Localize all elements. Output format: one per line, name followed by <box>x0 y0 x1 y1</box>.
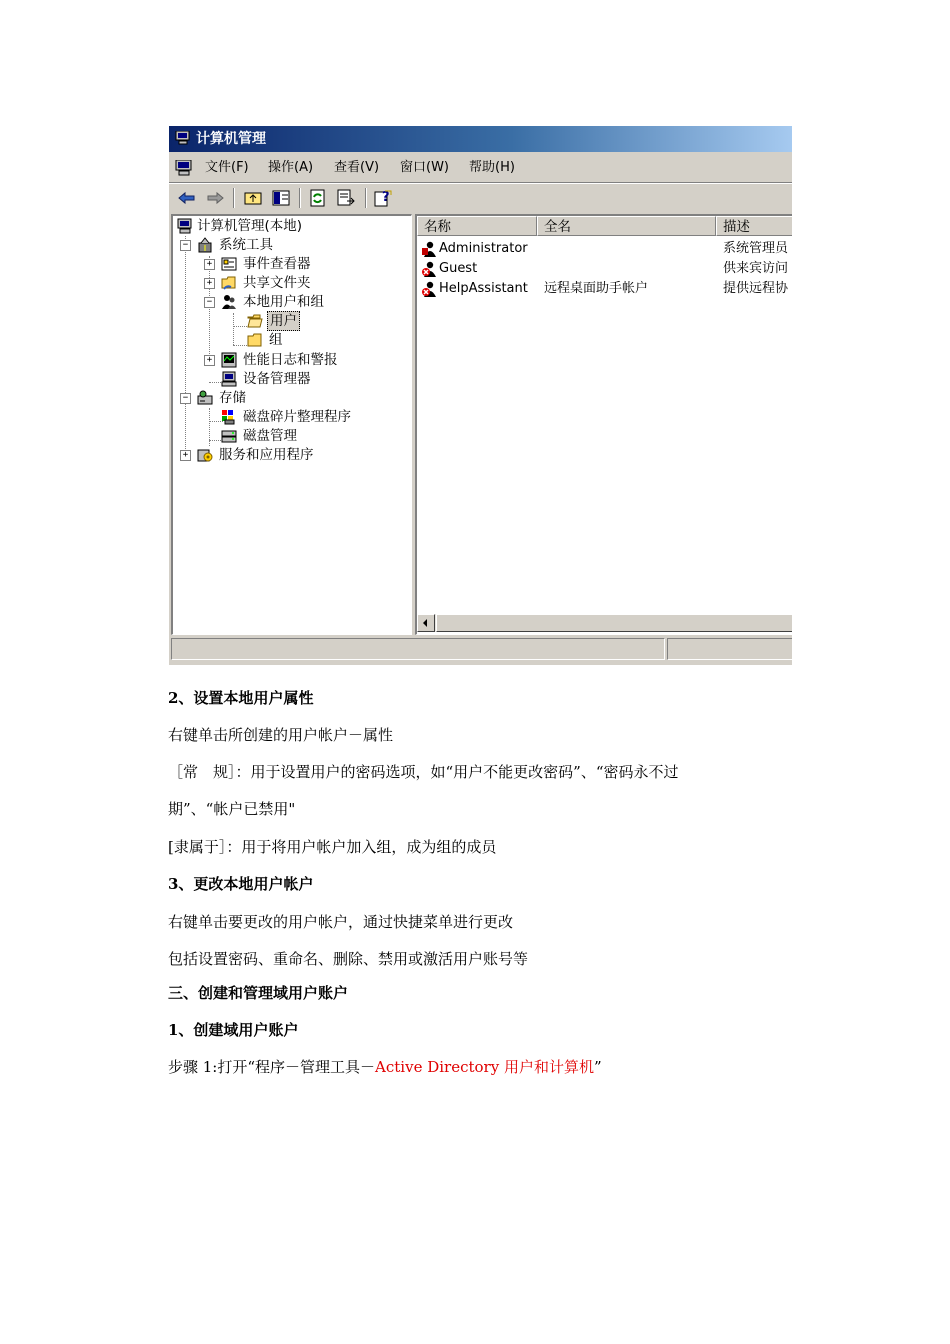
column-header-name[interactable]: 名称 <box>417 216 537 236</box>
collapse-system-tools[interactable]: − <box>180 240 191 251</box>
scroll-left-button[interactable] <box>417 614 435 632</box>
show-tree-icon[interactable] <box>271 188 291 208</box>
window-title: 计算机管理 <box>196 131 266 147</box>
computer-icon <box>177 218 193 234</box>
performance-icon <box>221 352 237 368</box>
menu-action[interactable]: 操作(A) <box>268 160 314 175</box>
title-bar <box>169 126 792 152</box>
user-name: HelpAssistant <box>439 281 528 296</box>
disabled-user-icon <box>421 261 437 277</box>
user-name: Administrator <box>439 241 528 256</box>
expand-services-apps[interactable]: + <box>180 450 191 461</box>
menu-help[interactable]: 帮助(H) <box>469 160 515 175</box>
device-manager-icon <box>221 371 237 387</box>
tools-icon <box>197 237 213 253</box>
disk-management-icon <box>221 428 237 444</box>
ad-users-computers-text: Active Directory 用户和计算机 <box>375 1058 594 1076</box>
services-icon <box>197 447 213 463</box>
para-member-of: [隶属于］：用于将用户帐户加入组，成为组的成员 <box>168 838 497 856</box>
svg-text:?: ? <box>382 190 390 205</box>
refresh-icon[interactable] <box>308 188 328 208</box>
user-description: 供来宾访问 <box>723 261 789 276</box>
expand-shared-folders[interactable]: + <box>204 278 215 289</box>
status-bar-right <box>667 638 792 660</box>
collapse-local-users-groups[interactable]: − <box>204 297 215 308</box>
list-pane <box>415 214 792 635</box>
heading-set-local-user-properties: 2、设置本地用户属性 <box>168 689 314 707</box>
user-name: Guest <box>439 261 478 276</box>
para-general-tab-2: 期”、“帐户已禁用" <box>168 800 296 818</box>
heading-create-domain-account: 1、创建域用户账户 <box>168 1021 299 1039</box>
user-fullname: 远程桌面助手帐户 <box>544 281 649 296</box>
para-change: 右键单击要更改的用户帐户，通过快捷菜单进行更改 <box>168 913 514 931</box>
defrag-icon <box>221 409 237 425</box>
user-description: 系统管理员 <box>723 241 789 256</box>
column-header-description[interactable]: 描述 <box>716 216 792 236</box>
user-description: 提供远程协 <box>723 281 789 296</box>
para-set-props: 右键单击所创建的用户帐户－属性 <box>168 726 394 744</box>
disabled-user-icon <box>421 281 437 297</box>
export-list-icon[interactable] <box>336 188 356 208</box>
system-menu-icon[interactable] <box>175 160 193 176</box>
storage-icon <box>197 390 213 406</box>
column-header-fullname[interactable]: 全名 <box>537 216 716 236</box>
shared-folder-icon <box>221 275 237 291</box>
arrow-left-icon <box>418 615 434 631</box>
scroll-thumb[interactable] <box>436 614 792 632</box>
menu-bar <box>169 154 792 182</box>
forward-icon[interactable] <box>205 188 225 208</box>
open-folder-icon <box>247 313 263 329</box>
back-icon[interactable] <box>177 188 197 208</box>
status-bar-left <box>171 638 665 660</box>
menu-window[interactable]: 窗口(W) <box>400 160 449 175</box>
help-icon[interactable] <box>373 188 393 208</box>
toolbar <box>169 184 792 212</box>
heading-change-local-user: 3、更改本地用户帐户 <box>168 875 314 893</box>
menu-file[interactable]: 文件(F) <box>205 160 249 175</box>
users-groups-icon <box>221 294 237 310</box>
event-viewer-icon <box>221 256 237 272</box>
expand-perf-logs[interactable]: + <box>204 355 215 366</box>
computer-management-window <box>168 125 792 665</box>
expand-event-viewer[interactable]: + <box>204 259 215 270</box>
computer-management-icon <box>175 131 191 145</box>
para-general-tab-1: ［常 规］：用于设置用户的密码选项，如“用户不能更改密码”、“密码永不过 <box>168 763 679 781</box>
heading-domain-accounts: 三、创建和管理域用户账户 <box>168 984 349 1002</box>
horizontal-scrollbar[interactable] <box>417 614 792 632</box>
tree-pane: 计算机管理(本地) − 系统工具 + 事件查看器 + 共享文件夹 − 本地用户和组 用户 组 + 性能日志和警报 设备管理器 − 存储 磁盘碎片整理程序 磁盘管理 + 服务和应用程序 <box>171 214 412 635</box>
collapse-storage[interactable]: − <box>180 393 191 404</box>
para-step-1: 步骤 1:打开“程序－管理工具－Active Directory 用户和计算机” <box>168 1058 602 1076</box>
para-change-operations: 包括设置密码、重命名、删除、禁用或激活用户账号等 <box>168 950 529 968</box>
menu-view[interactable]: 查看(V) <box>334 160 380 175</box>
up-folder-icon[interactable] <box>243 188 263 208</box>
user-icon <box>421 241 437 257</box>
folder-icon <box>247 332 263 348</box>
